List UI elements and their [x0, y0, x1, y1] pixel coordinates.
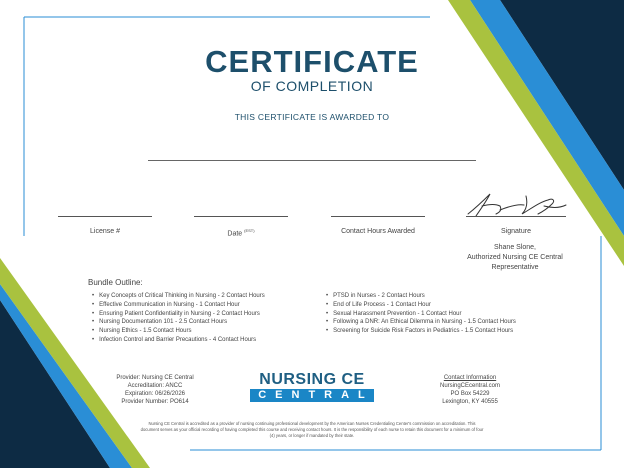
list-item: • Key Concepts of Critical Thinking in Nursing - 2 Contact Hours: [92, 292, 265, 301]
logo-text-top: NURSING CE: [259, 371, 365, 388]
list-item: • Screening for Suicide Risk Factors in Pediatrics - 1.5 Contact Hours: [326, 327, 516, 336]
accreditation-disclaimer: Nursing CE Central is accredited as a provider of nursing continuing professional development by the American Nurses Credentialing Center's commission on accreditation. This document serves as your official recording of having completed this course and receiving contact hours. It is the responsibility of each nurse to retain this document for a minimum of four (4) years, or longer if mandated by their state.: [140, 421, 484, 438]
list-item: • Nursing Ethics - 1.5 Contact Hours: [92, 327, 265, 336]
nursing-ce-central-logo: [247, 372, 377, 402]
bundle-outline-title: Bundle Outline:: [88, 278, 143, 287]
hours-label: Contact Hours Awarded: [341, 228, 415, 235]
list-item: • Ensuring Patient Confidentiality in Nursing - 2 Contact Hours: [92, 310, 265, 319]
signer-title-1: Authorized Nursing CE Central: [467, 254, 563, 261]
provider-name: Provider: Nursing CE Central: [116, 375, 194, 381]
list-item: • End of Life Process - 1 Contact Hour: [326, 301, 516, 310]
signature-line: [466, 216, 566, 217]
list-item: • Following a DNR: An Ethical Dilemma in Nursing - 1.5 Contact Hours: [326, 318, 516, 327]
list-item: • Infection Control and Barrier Precautions - 4 Contact Hours: [92, 336, 265, 345]
contact-heading: Contact Information: [443, 375, 497, 381]
contact-info: [420, 374, 520, 406]
certificate-subtitle: OF COMPLETION: [250, 78, 374, 94]
provider-accreditation: Accreditation: ANCC: [127, 383, 183, 389]
signature-label: Signature: [501, 228, 531, 235]
signer-name: Shane Slone,: [493, 244, 537, 251]
list-item: • PTSD in Nurses - 2 Contact Hours: [326, 292, 516, 301]
awarded-to-text: THIS CERTIFICATE IS AWARDED TO: [234, 112, 390, 122]
hours-line: [331, 216, 425, 217]
course-list-right: [326, 292, 516, 336]
course-list-left: [92, 292, 265, 345]
signature-image: [468, 194, 566, 216]
recipient-name-line: [148, 160, 476, 161]
license-line: [58, 216, 152, 217]
certificate-title: CERTIFICATE: [205, 44, 419, 79]
date-label-wrap: [194, 228, 288, 237]
date-line: [194, 216, 288, 217]
signer-block: [440, 243, 590, 273]
contact-city: Lexington, KY 40555: [442, 399, 498, 405]
provider-info: [100, 374, 210, 406]
list-item: • Effective Communication in Nursing - 1 Contact Hour: [92, 301, 265, 310]
list-item: • Nursing Documentation 101 - 2.5 Contact Hours: [92, 318, 265, 327]
provider-number: Provider Number: PO614: [121, 399, 189, 405]
provider-expiration: Expiration: 06/26/2026: [124, 391, 186, 397]
contact-po-box: PO Box 54229: [450, 391, 490, 397]
logo-text-bottom: CENTRAL: [250, 389, 374, 402]
date-timezone: (EST): [244, 228, 255, 233]
contact-website: NursingCEcentral.com: [439, 383, 501, 389]
list-item: • Sexual Harassment Prevention - 1 Contact Hour: [326, 310, 516, 319]
date-label: Date: [227, 230, 243, 238]
license-label: License #: [90, 228, 120, 235]
signer-title-2: Representative: [491, 264, 539, 271]
